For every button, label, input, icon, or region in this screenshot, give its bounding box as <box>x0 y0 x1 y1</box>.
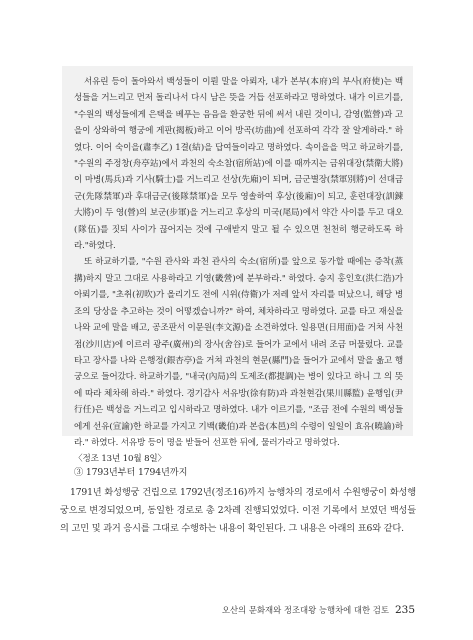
quote-paragraph: 또 하교하기를, "수원 관사와 과천 관사의 숙소(宿所)를 앞으로 동가할 때에는 증착(蒸搆)하지 말고 그대로 사용하라고 기영(畿營)에 분부하라." 하였다. 승지 홍인호(洪仁浩)가 아뢰기를, "초취(初吹)가 올리기도 전에 시위(侍衛)가 저레 앞서 자리를 떠났으니, 해당 병조의 당상을 추고하는 것이 어떻겠습니까?" 하여, 체차하라고 명하였다. 교를 타고 재실을 나와 교에 말을 배고, 공조판서 이문원(李文源)을 소견하였다. 일용면(日用面)을 거쳐 사천점(沙川店)에 이르러 광주(廣州)의 장사(舍谷)로 들어가 교에서 내려 조금 머물렀다. 교를 타고 장사를 나와 은행정(銀杏亭)을 거쳐 과천의 현문(縣門)을 들어가 교에서 말을 옮고 행궁으로 들어갔다. 하교하기를, "내국(內局)의 도제조(都提調)는 병이 있다고 하니 그 의 뜻에 따라 체차해 하라." 하였다. 경기감사 서유방(徐有防)과 과천현감(果川縣監) 윤행임(尹行任)은 백성을 거느리고 입시하라고 명하였다. 내가 이르기를, "조금 전에 수원의 백성들에게 선유(宣諭)한 하교를 가지고 기백(畿伯)과 본읍(本邑)의 수령이 일일이 효유(曉諭)하라." 하였다. 서유방 등이 명을 받들어 선포한 뒤에, 물러가라고 명하였다. <box>74 257 403 448</box>
body-text <box>60 484 416 539</box>
running-title: 오산의 문화재와 정조대왕 능행차에 대한 검토 <box>221 605 389 615</box>
quote-citation: 〈정조 13년 10월 8일〉 <box>74 454 166 465</box>
body-paragraph: 1791년 화성행궁 건립으로 1792년(정조16)까지 능행차의 경로에서 수원행궁이 화성행궁으로 변경되었으며, 동일한 경로로 총 2차례 진행되었었다. 이전 기록에서 보였던 백성들의 고민 및 과거 응시를 그대로 수행하는 내용이 확인된다. 그 내용은 아래의 표6와 같다. <box>60 487 416 535</box>
page-footer <box>222 604 415 616</box>
quoted-record-box <box>62 66 413 465</box>
page-number: 235 <box>394 604 415 616</box>
section-heading: ③ 1793년부터 1794년까지 <box>74 467 188 478</box>
quote-paragraph: 서유린 등이 돌아와서 백성들이 이뤈 말을 아뢰자, 내가 본부(本府)의 부사(府使)는 백성들을 거느리고 먼저 돌리나서 다시 남은 뜻을 거듭 선포하라고 명하였다. 내가 이르기를, "수원의 백성들에게 은택을 베푸는 음음을 환궁한 뒤에 써서 내린 것이니, 감영(監營)과 고을이 상와하여 행궁에 게판(揭板)하고 이어 방곡(坊曲)에 선포하여 각각 잘 알게하라." 하였다. 이어 숙이을(肅李乙) 1결(結)을 답여들이라고 명하였다. 속이을을 먹고 하교하기를, "수원의 주정창(舟亭站)에서 과천의 숙소참(宿所站)에 이를 때까지는 금위대장(禁衛大將)이 마병(馬兵)과 기사(騎士)를 거느리고 선상(先廂)이 되며, 금군별장(禁軍別將)이 선대금군(先隊禁軍)과 후대금군(後隊禁軍)을 모두 영솔하여 후상(後廂)이 되고, 훈련대장(訓鍊大將)이 두 영(營)의 보군(步軍)을 거느리고 후상의 미국(尾局)에서 약간 사이를 두고 대오(隊伍)를 짓되 사이가 끊어지는 것에 구애받지 말고 될 수 있으면 천천히 행군하도록 하라."하였다. <box>74 77 403 252</box>
